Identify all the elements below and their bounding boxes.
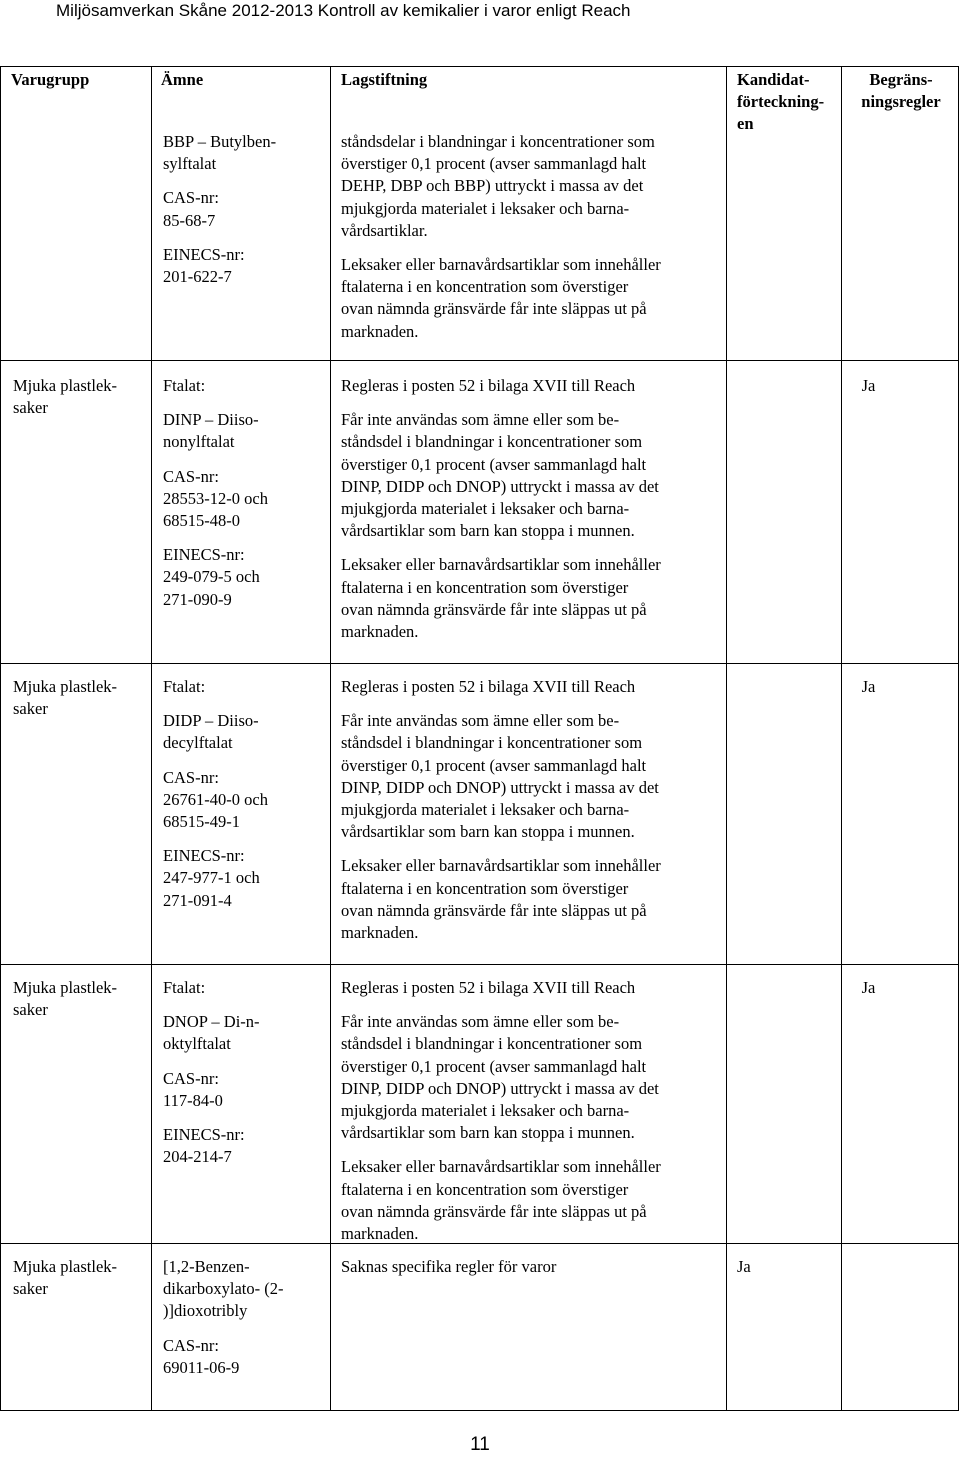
row-divider: [1, 964, 958, 965]
candidate-list-value: Ja: [737, 1257, 751, 1276]
restriction-value: Ja: [861, 376, 876, 395]
page-header: Miljösamverkan Skåne 2012-2013 Kontroll av kemikalier i varor enligt Reach: [56, 1, 631, 20]
product-group-cell: Mjuka plastlek- saker: [13, 376, 118, 418]
product-group-cell: Mjuka plastlek- saker: [13, 978, 118, 1020]
legislation-cell-bbp: ståndsdelar i blandningar i koncentrationer som överstiger 0,1 procent (avser sammanlagd halt DEHP, DBP och BBP) uttryckt i massa av det mjukgjorda materialet i leksaker och barna- vårdsartiklar. Leksaker eller barnavårdsartiklar som innehåller ftalaterna i en koncentration som överstiger ovan nämnda gränsvärde får inte släppas ut på marknaden.: [341, 132, 661, 341]
column-header-lagstiftning: Lagstiftning: [341, 70, 428, 89]
column-header-kandidatforteckning: Kandidat- förteckning- en: [737, 70, 825, 134]
column-divider: [841, 67, 842, 1410]
legislation-cell-dinp: Regleras i posten 52 i bilaga XVII till Reach Får inte användas som ämne eller som be- ståndsdel i blandningar i koncentrationer som överstiger 0,1 procent (avser sammanlagd halt DINP, DIDP och DNOP) uttryckt i massa av det mjukgjorda materialet i leksaker och barna- vårdsartiklar som barn kan stoppa i munnen. Leksaker eller barnavårdsartiklar som innehåller ftalaterna i en koncentration som överstiger ovan nämnda gränsvärde får inte släppas ut på marknaden.: [341, 376, 661, 642]
row-divider: [1, 360, 958, 361]
substance-cell-dnop: Ftalat: DNOP – Di-n- oktylftalat CAS-nr: 117-84-0 EINECS-nr: 204-214-7: [163, 978, 260, 1167]
column-header-amne: Ämne: [161, 70, 204, 89]
column-header-begransningsregler: Begräns- ningsregler: [861, 70, 941, 112]
column-header-varugrupp: Varugrupp: [11, 70, 90, 89]
column-divider: [330, 67, 331, 1410]
regulation-table: [0, 66, 959, 1411]
row-divider: [1, 663, 958, 664]
page-number: 11: [470, 1434, 490, 1455]
substance-cell-bbp: BBP – Butylben- sylftalat CAS-nr: 85-68-7 EINECS-nr: 201-622-7: [163, 132, 277, 287]
column-divider: [726, 67, 727, 1410]
substance-cell-dinp: Ftalat: DINP – Diiso- nonylftalat CAS-nr: 28553-12-0 och 68515-48-0 EINECS-nr: 249-079-5 och 271-090-9: [163, 376, 268, 609]
restriction-value: Ja: [861, 978, 876, 997]
product-group-cell: Mjuka plastlek- saker: [13, 1257, 118, 1299]
legislation-cell-dnop: Regleras i posten 52 i bilaga XVII till Reach Får inte användas som ämne eller som be- ståndsdel i blandningar i koncentrationer som överstiger 0,1 procent (avser sammanlagd halt DINP, DIDP och DNOP) uttryckt i massa av det mjukgjorda materialet i leksaker och barna- vårdsartiklar som barn kan stoppa i munnen. Leksaker eller barnavårdsartiklar som innehåller ftalaterna i en koncentration som överstiger ovan nämnda gränsvärde får inte släppas ut på marknaden.: [341, 978, 661, 1244]
column-divider: [151, 67, 152, 1410]
restriction-value: Ja: [861, 677, 876, 696]
substance-cell-didp: Ftalat: DIDP – Diiso- decylftalat CAS-nr: 26761-40-0 och 68515-49-1 EINECS-nr: 247-977-1 och 271-091-4: [163, 677, 268, 910]
substance-cell-lead-compound: [1,2-Benzen- dikarboxylato- (2- )]dioxotribly CAS-nr: 69011-06-9: [163, 1257, 284, 1377]
legislation-cell-lead-compound: Saknas specifika regler för varor: [341, 1257, 557, 1276]
legislation-cell-didp: Regleras i posten 52 i bilaga XVII till Reach Får inte användas som ämne eller som be- ståndsdel i blandningar i koncentrationer som överstiger 0,1 procent (avser sammanlagd halt DINP, DIDP och DNOP) uttryckt i massa av det mjukgjorda materialet i leksaker och barna- vårdsartiklar som barn kan stoppa i munnen. Leksaker eller barnavårdsartiklar som innehåller ftalaterna i en koncentration som överstiger ovan nämnda gränsvärde får inte släppas ut på marknaden.: [341, 677, 661, 943]
product-group-cell: Mjuka plastlek- saker: [13, 677, 118, 719]
